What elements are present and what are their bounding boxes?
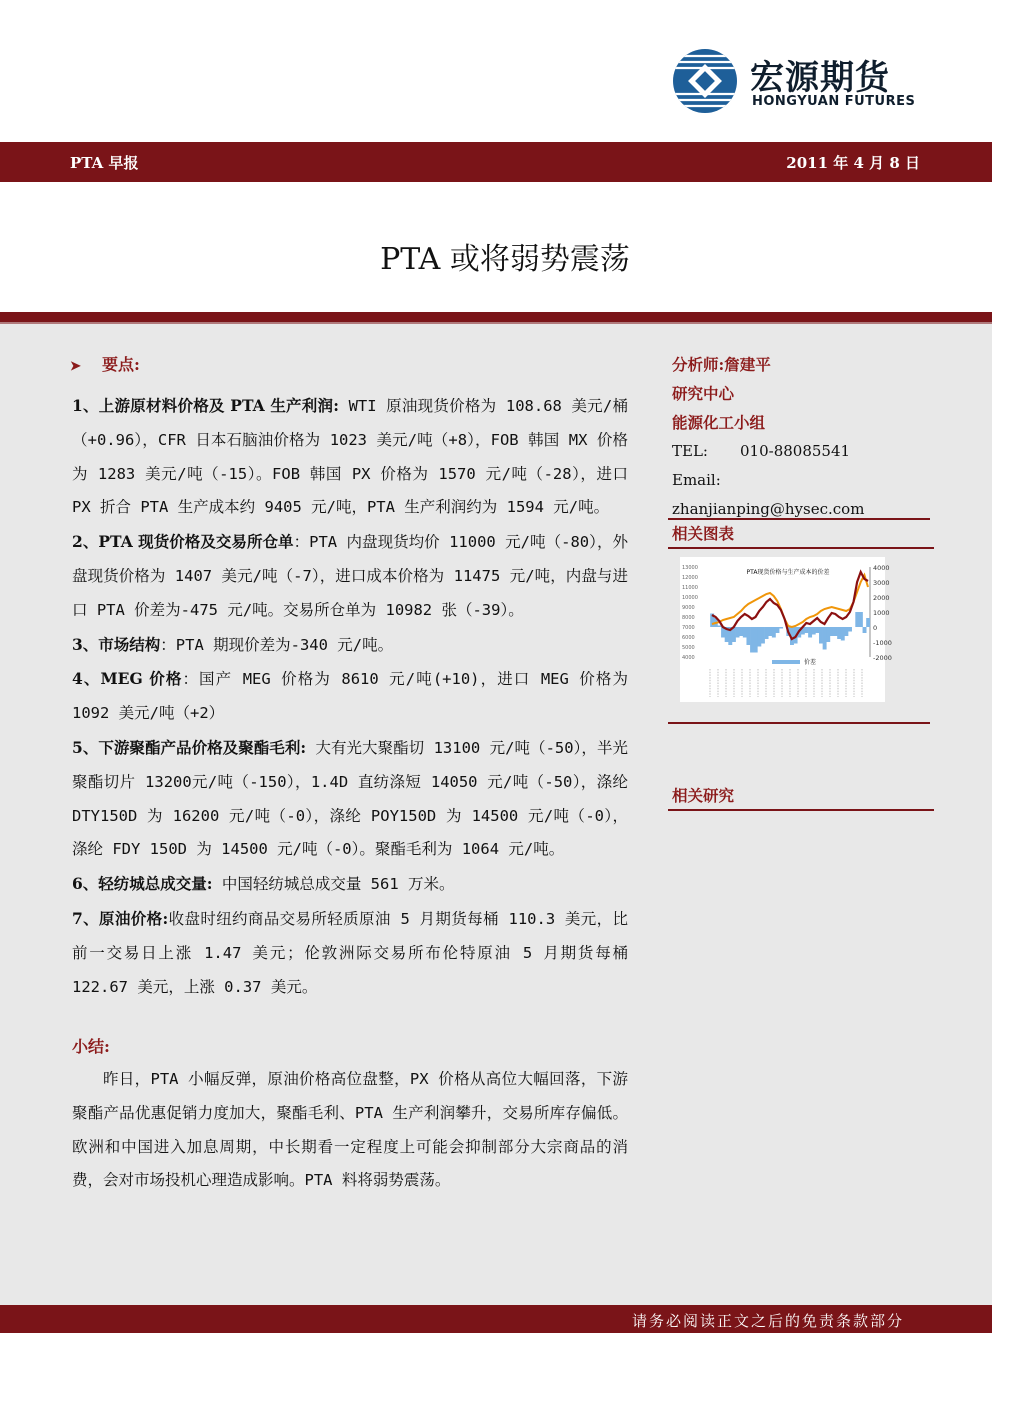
related-charts-top-rule — [668, 518, 930, 520]
arrow-bullet-icon: ➤ — [70, 359, 81, 374]
chart-bottom-rule — [668, 722, 930, 724]
left-axis-tick-label: 5000 — [682, 645, 695, 651]
spread-bar — [750, 627, 754, 653]
group-name: 能源化工小组 — [672, 413, 766, 432]
logo-emblem-icon — [672, 48, 738, 114]
legend-label: 价差 — [804, 659, 817, 666]
spread-bar — [859, 612, 863, 627]
tel-value: 010-88085541 — [740, 442, 851, 460]
email-value[interactable]: zhanjianping@hysec.com — [672, 500, 865, 518]
email-label: Email: — [672, 471, 721, 489]
legend-swatch — [772, 660, 800, 664]
spread-bar — [765, 627, 769, 639]
page-title: PTA 或将弱势震荡 — [380, 242, 630, 277]
related-charts-heading: 相关图表 — [668, 522, 934, 549]
header-band — [0, 142, 992, 182]
spread-bar — [815, 627, 819, 633]
spread-bar — [717, 626, 721, 628]
left-axis-tick-label: 8000 — [682, 615, 695, 621]
key-point-item — [72, 628, 628, 663]
key-point-text: 中国轻纺城总成交量 561 万米。 — [212, 875, 455, 894]
spread-bar — [837, 627, 841, 639]
cost-line — [712, 575, 868, 627]
key-point-label: 1、上游原材料价格及 PTA 生产利润: — [72, 396, 339, 415]
title-divider — [0, 312, 992, 322]
summary-body — [72, 1063, 628, 1198]
spread-bar — [812, 627, 816, 635]
disclaimer-note: 请务必阅读正文之后的免责条款部分 — [631, 1312, 904, 1330]
summary-paragraph: 昨日，PTA 小幅反弹，原油价格高位盘整，PX 价格从高位大幅回落，下游聚酯产品优惠促销力度加大，聚酯毛利、PTA 生产利润攀升，交易所库存偏低。欧洲和中国进入加息周期，中长期看一定程度上可能会抑制部分大宗商品的消费，会对市场投机心理造成影响。PTA 料将弱势震荡。 — [72, 1070, 628, 1190]
right-axis-tick-label: 2000 — [873, 594, 890, 602]
spread-bar — [736, 627, 740, 638]
key-point-text: WTI 原油现货价格为 108.68 美元/桶（+0.96），CFR 日本石脑油价格为 1023 美元/吨（+8），FOB 韩国 MX 价格为 1283 美元/吨（-15）。FOB 韩国 PX 价格为 1570 元/吨（-28），进口 PX 折合 PTA 生产成本约 9405 元/吨，PTA 生产利润约为 1594 元/吨。 — [72, 397, 628, 517]
key-points-body — [72, 389, 628, 1004]
left-axis-tick-label: 13000 — [682, 565, 698, 571]
spread-bar — [866, 618, 870, 627]
key-point-text: 收盘时纽约商品交易所轻质原油 5 月期货每桶 110.3 美元，比前一交易日上涨 1.47 美元；伦敦洲际交易所布伦特原油 5 月期货每桶 122.67 美元，上涨 0.37 美元。 — [72, 909, 628, 996]
tel-label: TEL: — [672, 442, 708, 460]
left-axis-tick-label: 4000 — [682, 655, 695, 661]
key-point-label: 3、市场结构 — [72, 634, 161, 654]
right-axis-tick-label: 4000 — [873, 564, 890, 572]
footer-band — [0, 1305, 992, 1333]
related-research-heading: 相关研究 — [668, 784, 934, 811]
key-point-text: ：国产 MEG 价格为 8610 元/吨(+10)，进口 MEG 价格为 1092 美元/吨（+2） — [72, 670, 628, 723]
key-points-heading — [70, 352, 140, 375]
spread-bar — [863, 627, 867, 633]
spread-bar — [746, 627, 750, 645]
left-axis-tick-label: 11000 — [682, 585, 698, 591]
left-axis-tick-label: 10000 — [682, 595, 698, 601]
price-spread-chart — [680, 557, 892, 702]
key-point-item — [72, 902, 628, 1004]
spread-bar — [823, 627, 827, 650]
spread-bar — [834, 627, 838, 636]
key-point-text: 大有光大聚酯切 13100 元/吨（-50），半光聚酯切片 13200元/吨（-150），1.4D 直纺涤短 14050 元/吨（-50），涤纶 DTY150D 为 16200 元/吨（-0），涤纶 POY150D 为 14500 元/吨（-0），涤纶 FDY 150D 为 14500 元/吨（-0）。聚酯毛利为 1064 元/吨。 — [72, 738, 628, 859]
spread-bar — [757, 627, 761, 647]
spread-bar — [830, 627, 834, 636]
right-axis-tick-label: 0 — [873, 624, 878, 632]
key-point-label: 6、轻纺城总成交量: — [72, 874, 213, 894]
right-axis-tick-label: 1000 — [873, 609, 890, 617]
spread-bar — [743, 627, 747, 638]
report-type: PTA 早报 — [70, 154, 139, 172]
left-axis-tick-label: 12000 — [682, 575, 698, 581]
right-axis-tick-label: 3000 — [873, 579, 890, 587]
left-axis-tick-label: 6000 — [682, 635, 695, 641]
key-point-label: 5、下游聚酯产品价格及聚酯毛利: — [72, 737, 307, 757]
analyst-name: 分析师:詹建平 — [672, 355, 771, 374]
tel-row — [672, 437, 932, 466]
spread-bar — [779, 627, 783, 629]
left-axis-tick-label: 7000 — [682, 625, 695, 631]
right-axis-tick-label: -2000 — [873, 654, 892, 662]
spread-bar — [754, 627, 758, 653]
key-point-text: ：PTA 期现价差为-340 元/吨。 — [160, 635, 394, 654]
spread-bar — [739, 627, 743, 636]
spread-bar — [826, 627, 830, 642]
right-axis-tick-label: -1000 — [873, 639, 892, 647]
company-logo — [672, 48, 922, 114]
key-point-label: 7、原油价格: — [72, 908, 169, 928]
spread-bar — [844, 627, 848, 636]
key-point-item — [72, 662, 628, 731]
key-point-item — [72, 867, 628, 902]
analyst-info — [672, 350, 932, 524]
spread-bar — [855, 612, 859, 627]
key-point-label: 2、PTA 现货价格及交易所仓单 — [72, 532, 294, 552]
key-point-item — [72, 731, 628, 867]
key-points-heading-text: 要点: — [102, 355, 140, 374]
spread-bar — [772, 627, 776, 638]
logo-english-name: HONGYUAN FUTURES — [752, 94, 916, 109]
spread-bar — [808, 627, 812, 638]
summary-heading: 小结: — [72, 1037, 110, 1056]
logo-chinese-name: 宏源期货 — [750, 58, 890, 98]
spread-bar — [768, 627, 772, 636]
report-date: 2011 年 4 月 8 日 — [786, 154, 920, 172]
key-point-item — [72, 525, 628, 627]
key-point-item — [72, 389, 628, 525]
key-point-text: ：PTA 内盘现货均价 11000 元/吨（-80），外盘现货价格为 1407 美元/吨（-7），进口成本价格为 11475 元/吨，内盘与进口 PTA 价差为-475 元/吨。交易所仓单为 10982 张（-39）。 — [72, 533, 628, 619]
price-spread-chart-svg — [680, 557, 892, 702]
left-axis-tick-label: 9000 — [682, 605, 695, 611]
chart-title: PTA现货价格与生产成本的价差 — [746, 569, 830, 576]
spread-bar — [805, 627, 809, 633]
spread-bar — [761, 627, 765, 644]
spread-bar — [819, 627, 823, 644]
spread-bar — [848, 627, 852, 632]
email-row — [672, 466, 932, 524]
department: 研究中心 — [672, 384, 735, 403]
spread-bar — [775, 627, 779, 633]
spread-bar — [841, 627, 845, 641]
key-point-label: 4、MEG 价格 — [72, 669, 183, 689]
